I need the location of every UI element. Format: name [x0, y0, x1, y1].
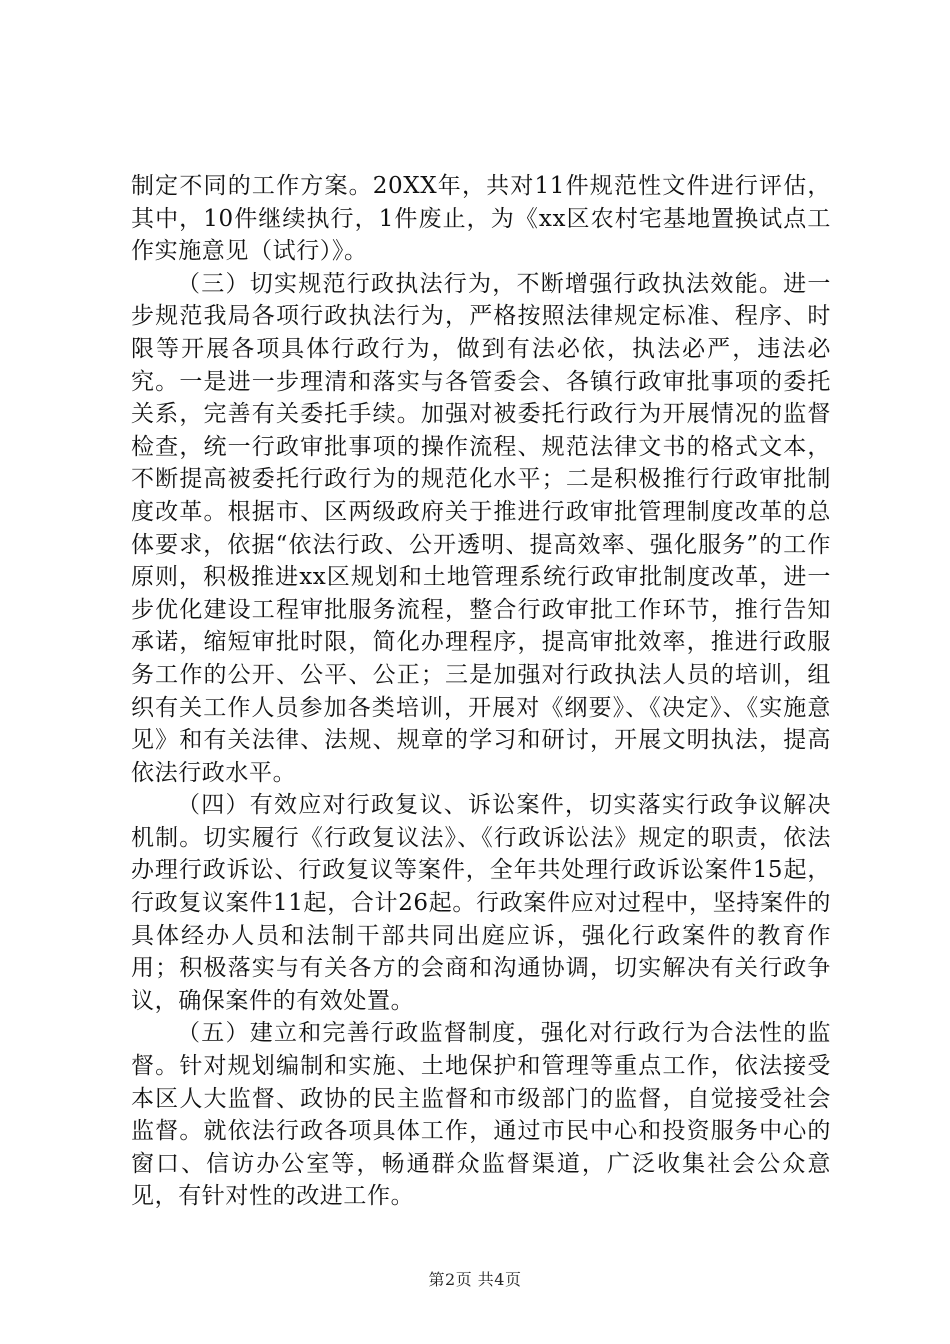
- document-body: [131, 170, 831, 1213]
- paragraph-intro-continuation: 制定不同的工作方案。20XX年，共对11件规范性文件进行评估，其中，10件继续执行，1件废止，为《xx区农村宅基地置换试点工作实施意见（试行）》。: [131, 173, 831, 265]
- paragraph-section-3-law-enforcement: （三）切实规范行政执法行为，不断增强行政执法效能。进一步规范我局各项行政执法行为，严格按照法律规定标准、程序、时限等开展各项具体行政行为，做到有法必依，执法必严，违法必究。一是进一步理清和落实与各管委会、各镇行政审批事项的委托关系，完善有关委托手续。加强对被委托行政行为开展情况的监督检查，统一行政审批事项的操作流程、规范法律文书的格式文本，不断提高被委托行政行为的规范化水平；二是积极推行行政审批制度改革。根据市、区两级政府关于推进行政审批管理制度改革的总体要求，依据“依法行政、公开透明、提高效率、强化服务”的工作原则，积极推进xx区规划和土地管理系统行政审批制度改革，进一步优化建设工程审批服务流程，整合行政审批工作环节，推行告知承诺，缩短审批时限，简化办理程序，提高审批效率，推进行政服务工作的公开、公平、公正；三是加强对行政执法人员的培训，组织有关工作人员参加各类培训，开展对《纲要》、《决定》、《实施意见》和有关法律、法规、规章的学习和研讨，开展文明执法，提高依法行政水平。: [131, 270, 831, 786]
- page-number-footer: 第2页 共4页: [428, 1270, 522, 1289]
- paragraph-section-4-reconsideration-litigation: （四）有效应对行政复议、诉讼案件，切实落实行政争议解决机制。切实履行《行政复议法》、《行政诉讼法》规定的职责，依法办理行政诉讼、行政复议等案件，全年共处理行政诉讼案件15起，行政复议案件11起，合计26起。行政案件应对过程中，坚持案件的具体经办人员和法制干部共同出庭应诉，强化行政案件的教育作用；积极落实与有关各方的会商和沟通协调，切实解决有关行政争议，确保案件的有效处置。: [131, 792, 831, 1014]
- paragraph-section-5-supervision: （五）建立和完善行政监督制度，强化对行政行为合法性的监督。针对规划编制和实施、土地保护和管理等重点工作，依法接受本区人大监督、政协的民主监督和市级部门的监督，自觉接受社会监督。就依法行政各项具体工作，通过市民中心和投资服务中心的窗口、信访办公室等，畅通群众监督渠道，广泛收集社会公众意见，有针对性的改进工作。: [131, 1020, 831, 1210]
